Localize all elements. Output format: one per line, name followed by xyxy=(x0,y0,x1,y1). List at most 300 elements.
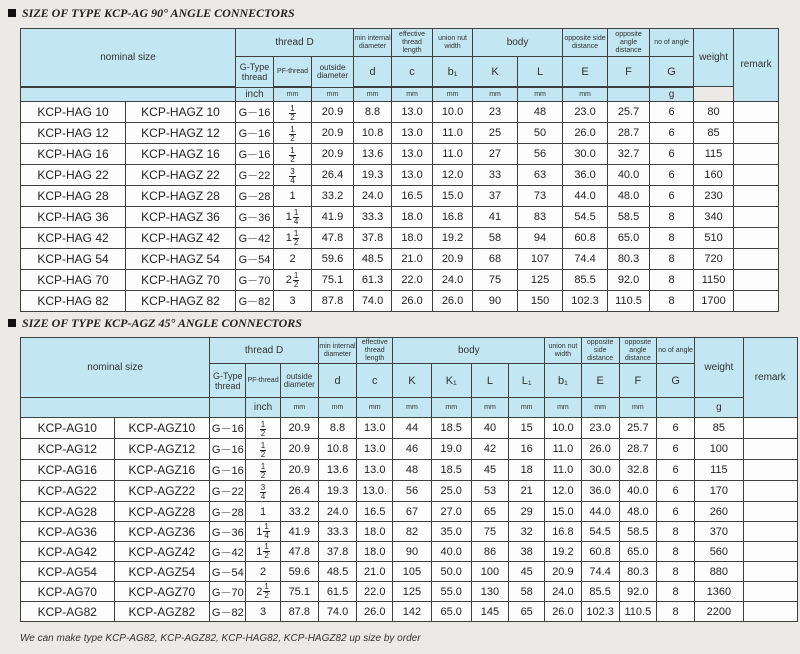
thread-length-cell: 13.0 xyxy=(392,102,433,123)
g-thread-cell: G－22 xyxy=(236,165,274,186)
symbol-c: c xyxy=(357,364,393,398)
opposite-side-cell: 85.5 xyxy=(563,270,608,291)
symbol-d: d xyxy=(318,364,356,398)
no-of-angle-header: no of angle xyxy=(656,338,694,364)
body-k1-cell: 55.0 xyxy=(431,582,471,602)
outside-diameter-cell: 59.6 xyxy=(280,562,318,582)
g-type-thread-header: G-Type thread xyxy=(236,57,274,88)
remark-cell xyxy=(734,249,779,270)
mm-unit: mm xyxy=(471,398,508,418)
pf-thread-cell: 1 2 xyxy=(246,460,280,481)
union-nut-width-cell: 24.0 xyxy=(545,582,581,602)
union-nut-width-cell: 10.0 xyxy=(545,418,581,439)
opposite-angle-cell: 48.0 xyxy=(619,502,656,522)
symbol-c: c xyxy=(392,57,433,87)
angle-count-cell: 6 xyxy=(650,102,694,123)
body-l1-cell: 65 xyxy=(509,602,545,622)
body-k1-cell: 27.0 xyxy=(431,502,471,522)
pf-thread-cell: 1 xyxy=(274,186,312,207)
body-l-cell: 56 xyxy=(518,144,563,165)
remark-cell xyxy=(743,418,797,439)
remark-cell xyxy=(743,582,797,602)
opposite-angle-cell: 92.0 xyxy=(608,270,650,291)
min-diameter-cell: 37.8 xyxy=(354,228,392,249)
opposite-angle-cell: 28.7 xyxy=(608,123,650,144)
model-code-z: KCP-AGZ16 xyxy=(114,460,210,481)
model-code: KCP-AG82 xyxy=(21,602,115,622)
model-code: KCP-AG16 xyxy=(21,460,115,481)
remark-cell xyxy=(734,270,779,291)
model-code: KCP-AG42 xyxy=(21,542,115,562)
remark-cell xyxy=(734,165,779,186)
table-row xyxy=(21,602,798,622)
pf-thread-cell: 1 2 xyxy=(246,418,280,439)
weight-cell: 1150 xyxy=(694,270,734,291)
body-k-cell: 25 xyxy=(473,123,518,144)
model-code-z: KCP-AGZ28 xyxy=(114,502,210,522)
union-nut-width-header: union nut width xyxy=(545,338,581,364)
outside-diameter-cell: 20.9 xyxy=(280,418,318,439)
thread-length-cell: 13.0 xyxy=(357,418,393,439)
table-row xyxy=(21,562,798,582)
body-k-cell: 27 xyxy=(473,144,518,165)
body-k-cell: 23 xyxy=(473,102,518,123)
body-l1-cell: 58 xyxy=(509,582,545,602)
g-unit: g xyxy=(650,88,694,102)
thread-length-cell: 21.0 xyxy=(392,249,433,270)
mm-unit: mm xyxy=(393,398,431,418)
model-code-z: KCP-AGZ36 xyxy=(114,522,210,542)
min-diameter-cell: 10.8 xyxy=(318,439,356,460)
min-diameter-cell: 48.5 xyxy=(318,562,356,582)
weight-cell: 340 xyxy=(694,207,734,228)
table-row xyxy=(21,144,779,165)
union-nut-width-cell: 19.2 xyxy=(545,542,581,562)
outside-diameter-cell: 26.4 xyxy=(312,165,354,186)
opposite-side-distance-header: opposite side distance xyxy=(581,338,619,364)
body-k1-cell: 25.0 xyxy=(431,481,471,502)
body-k1-cell: 35.0 xyxy=(431,522,471,542)
body-k1-cell: 65.0 xyxy=(431,602,471,622)
g-thread-cell: G－82 xyxy=(210,602,246,622)
outside-diameter-cell: 75.1 xyxy=(312,270,354,291)
opposite-side-cell: 26.0 xyxy=(581,439,619,460)
body-k-cell: 68 xyxy=(473,249,518,270)
model-code: KCP-HAG 12 xyxy=(21,123,126,144)
remark-cell xyxy=(734,123,779,144)
model-code: KCP-HAG 70 xyxy=(21,270,126,291)
g-type-unit-cell xyxy=(210,398,246,418)
opposite-side-cell: 36.0 xyxy=(563,165,608,186)
angle-count-cell: 8 xyxy=(650,270,694,291)
table-row xyxy=(21,439,798,460)
weight-cell: 2200 xyxy=(695,602,743,622)
g-thread-cell: G－16 xyxy=(236,102,274,123)
outside-diameter-cell: 20.9 xyxy=(280,439,318,460)
pf-thread-cell: 1 1 2 xyxy=(274,228,312,249)
thread-length-cell: 22.0 xyxy=(392,270,433,291)
remark-cell xyxy=(734,228,779,249)
body-k-cell: 82 xyxy=(393,522,431,542)
weight-cell: 115 xyxy=(694,144,734,165)
body-k-cell: 33 xyxy=(473,165,518,186)
weight-cell: 160 xyxy=(694,165,734,186)
body-k-cell: 75 xyxy=(473,270,518,291)
body-l1-cell: 15 xyxy=(509,418,545,439)
min-diameter-cell: 24.0 xyxy=(354,186,392,207)
mm-unit: mm xyxy=(274,88,312,102)
model-code-z: KCP-AGZ10 xyxy=(114,418,210,439)
weight-cell: 100 xyxy=(695,439,743,460)
model-code-z: KCP-HAGZ 42 xyxy=(126,228,236,249)
weight-cell: 370 xyxy=(695,522,743,542)
g-thread-cell: G－42 xyxy=(210,542,246,562)
union-nut-width-cell: 26.0 xyxy=(433,291,473,312)
min-diameter-cell: 48.5 xyxy=(354,249,392,270)
opposite-side-cell: 30.0 xyxy=(563,144,608,165)
table-row xyxy=(21,542,798,562)
g-thread-cell: G－42 xyxy=(236,228,274,249)
angle-count-cell: 8 xyxy=(656,562,694,582)
nominal-size-unit-cell xyxy=(21,88,236,102)
body-k-cell: 41 xyxy=(473,207,518,228)
body-l1-cell: 45 xyxy=(509,562,545,582)
model-code-z: KCP-HAGZ 36 xyxy=(126,207,236,228)
remark-cell xyxy=(743,562,797,582)
union-nut-width-cell: 24.0 xyxy=(433,270,473,291)
model-code: KCP-AG10 xyxy=(21,418,115,439)
outside-diameter-header: outside diameter xyxy=(280,364,318,398)
opposite-angle-cell: 25.7 xyxy=(619,418,656,439)
weight-cell: 85 xyxy=(694,123,734,144)
angle-count-cell: 8 xyxy=(650,291,694,312)
thread-length-cell: 18.0 xyxy=(392,228,433,249)
angle-count-cell: 8 xyxy=(650,228,694,249)
g-thread-cell: G－22 xyxy=(210,481,246,502)
symbol-l: L xyxy=(471,364,508,398)
body-l1-cell: 38 xyxy=(509,542,545,562)
angle-count-cell: 8 xyxy=(656,582,694,602)
thread-length-cell: 21.0 xyxy=(357,562,393,582)
mm-unit: mm xyxy=(563,88,608,102)
min-diameter-cell: 74.0 xyxy=(318,602,356,622)
body-l-cell: 94 xyxy=(518,228,563,249)
model-code-z: KCP-HAGZ 28 xyxy=(126,186,236,207)
min-diameter-cell: 24.0 xyxy=(318,502,356,522)
mm-unit: mm xyxy=(473,88,518,102)
opposite-side-cell: 44.0 xyxy=(581,502,619,522)
table-row xyxy=(21,582,798,602)
pf-thread-cell: 3 xyxy=(274,291,312,312)
symbol-g: G xyxy=(656,364,694,398)
symbol-f: F xyxy=(608,57,650,87)
angle-count-cell: 6 xyxy=(656,481,694,502)
remark-cell xyxy=(734,102,779,123)
table2-title-row xyxy=(8,316,302,331)
opposite-side-cell: 36.0 xyxy=(581,481,619,502)
outside-diameter-cell: 20.9 xyxy=(312,123,354,144)
pf-thread-header: PF-thread xyxy=(246,364,280,398)
opposite-angle-cell: 40.0 xyxy=(619,481,656,502)
table-row xyxy=(21,102,779,123)
opposite-angle-cell: 32.8 xyxy=(619,460,656,481)
opposite-side-cell: 54.5 xyxy=(563,207,608,228)
angle-count-cell: 8 xyxy=(656,542,694,562)
symbol-f: F xyxy=(619,364,656,398)
model-code: KCP-HAG 22 xyxy=(21,165,126,186)
model-code-z: KCP-HAGZ 12 xyxy=(126,123,236,144)
body-l-cell: 42 xyxy=(471,439,508,460)
pf-thread-cell: 1 2 xyxy=(274,102,312,123)
angle-count-cell: 6 xyxy=(656,418,694,439)
angle-count-cell: 8 xyxy=(650,207,694,228)
outside-diameter-cell: 59.6 xyxy=(312,249,354,270)
opposite-side-cell: 60.8 xyxy=(581,542,619,562)
table-row xyxy=(21,228,779,249)
effective-thread-length-header: effective thread length xyxy=(357,338,393,364)
weight-cell: 80 xyxy=(694,102,734,123)
table-row xyxy=(21,207,779,228)
table2-title: SIZE OF TYPE KCP-AGZ 45° ANGLE CONNECTORS xyxy=(22,316,302,330)
min-diameter-cell: 10.8 xyxy=(354,123,392,144)
opposite-side-cell: 74.4 xyxy=(581,562,619,582)
body-l-cell: 107 xyxy=(518,249,563,270)
body-header: body xyxy=(473,29,563,57)
remark-cell xyxy=(743,439,797,460)
remark-cell xyxy=(743,602,797,622)
body-l-cell: 48 xyxy=(518,102,563,123)
model-code-z: KCP-HAGZ 22 xyxy=(126,165,236,186)
opposite-angle-cell: 92.0 xyxy=(619,582,656,602)
table-row xyxy=(21,123,779,144)
min-diameter-cell: 13.6 xyxy=(318,460,356,481)
outside-diameter-cell: 87.8 xyxy=(280,602,318,622)
body-l-cell: 75 xyxy=(471,522,508,542)
g-thread-cell: G－70 xyxy=(236,270,274,291)
thread-length-cell: 18.0 xyxy=(392,207,433,228)
model-code: KCP-HAG 10 xyxy=(21,102,126,123)
remark-header: remark xyxy=(743,338,797,418)
opposite-angle-cell: 48.0 xyxy=(608,186,650,207)
square-bullet-icon xyxy=(8,319,16,327)
body-k-cell: 90 xyxy=(473,291,518,312)
g-thread-cell: G－16 xyxy=(210,439,246,460)
pf-thread-cell: 2 xyxy=(246,562,280,582)
weight-cell: 1360 xyxy=(695,582,743,602)
body-l-cell: 73 xyxy=(518,186,563,207)
remark-cell xyxy=(734,186,779,207)
model-code-z: KCP-HAGZ 16 xyxy=(126,144,236,165)
symbol-e: E xyxy=(581,364,619,398)
angle-count-cell: 6 xyxy=(650,165,694,186)
body-l-cell: 63 xyxy=(518,165,563,186)
union-nut-width-cell: 16.8 xyxy=(545,522,581,542)
min-diameter-cell: 74.0 xyxy=(354,291,392,312)
outside-diameter-cell: 33.2 xyxy=(280,502,318,522)
body-l-cell: 86 xyxy=(471,542,508,562)
weight-cell: 260 xyxy=(695,502,743,522)
mm-unit: mm xyxy=(312,88,354,102)
remark-cell xyxy=(743,481,797,502)
model-code-z: KCP-AGZ22 xyxy=(114,481,210,502)
table-row xyxy=(21,186,779,207)
model-code-z: KCP-HAGZ 54 xyxy=(126,249,236,270)
union-nut-width-cell: 20.9 xyxy=(545,562,581,582)
thread-length-cell: 13.0 xyxy=(392,123,433,144)
g-thread-cell: G－16 xyxy=(236,123,274,144)
mm-unit: mm xyxy=(280,398,318,418)
model-code-z: KCP-AGZ54 xyxy=(114,562,210,582)
body-l-cell: 130 xyxy=(471,582,508,602)
body-k-cell: 56 xyxy=(393,481,431,502)
symbol-l: L xyxy=(518,57,563,87)
body-header: body xyxy=(393,338,545,364)
symbol-e: E xyxy=(563,57,608,87)
symbol-k: K xyxy=(393,364,431,398)
mm-unit: mm xyxy=(518,88,563,102)
remark-cell xyxy=(734,291,779,312)
model-code: KCP-AG22 xyxy=(21,481,115,502)
body-k-cell: 105 xyxy=(393,562,431,582)
body-k1-cell: 50.0 xyxy=(431,562,471,582)
opposite-angle-cell: 65.0 xyxy=(619,542,656,562)
model-code: KCP-HAG 36 xyxy=(21,207,126,228)
remark-cell xyxy=(743,460,797,481)
outside-diameter-cell: 87.8 xyxy=(312,291,354,312)
union-nut-width-cell: 11.0 xyxy=(433,123,473,144)
opposite-side-cell: 30.0 xyxy=(581,460,619,481)
opposite-side-cell: 23.0 xyxy=(563,102,608,123)
g-thread-cell: G－54 xyxy=(236,249,274,270)
angle-count-cell: 6 xyxy=(650,144,694,165)
model-code: KCP-AG36 xyxy=(21,522,115,542)
opposite-side-cell: 102.3 xyxy=(581,602,619,622)
body-l-cell: 145 xyxy=(471,602,508,622)
g-type-thread-header: G-Type thread xyxy=(210,364,246,398)
outside-diameter-cell: 41.9 xyxy=(280,522,318,542)
union-nut-width-cell: 16.8 xyxy=(433,207,473,228)
weight-cell: 85 xyxy=(695,418,743,439)
union-nut-width-cell: 11.0 xyxy=(433,144,473,165)
union-nut-width-cell: 15.0 xyxy=(433,186,473,207)
effective-thread-length-header: effective thread length xyxy=(392,29,433,57)
opposite-angle-cell: 28.7 xyxy=(619,439,656,460)
mm-unit: mm xyxy=(509,398,545,418)
union-nut-width-cell: 10.0 xyxy=(433,102,473,123)
model-code: KCP-AG28 xyxy=(21,502,115,522)
opposite-side-cell: 54.5 xyxy=(581,522,619,542)
body-k-cell: 67 xyxy=(393,502,431,522)
thread-length-cell: 13.0 xyxy=(357,460,393,481)
opposite-side-cell: 23.0 xyxy=(581,418,619,439)
body-l-cell: 65 xyxy=(471,502,508,522)
weight-cell: 1700 xyxy=(694,291,734,312)
mm-unit: mm xyxy=(433,88,473,102)
mm-unit: mm xyxy=(619,398,656,418)
thread-length-cell: 16.5 xyxy=(392,186,433,207)
model-code-z: KCP-AGZ82 xyxy=(114,602,210,622)
mm-unit: mm xyxy=(431,398,471,418)
remark-cell xyxy=(734,144,779,165)
table-row xyxy=(21,270,779,291)
g-unit: g xyxy=(695,398,743,418)
outside-diameter-cell: 33.2 xyxy=(312,186,354,207)
spec-table-45 xyxy=(20,337,798,622)
weight-cell: 880 xyxy=(695,562,743,582)
mm-unit: mm xyxy=(581,398,619,418)
opposite-angle-cell: 110.5 xyxy=(619,602,656,622)
thread-length-cell: 26.0 xyxy=(357,602,393,622)
body-k1-cell: 18.5 xyxy=(431,460,471,481)
angle-count-cell: 6 xyxy=(656,460,694,481)
thread-d-header: thread D xyxy=(236,29,354,57)
angle-count-cell: 8 xyxy=(656,602,694,622)
opposite-angle-cell: 58.5 xyxy=(619,522,656,542)
nominal-size-header: nominal size xyxy=(21,29,236,87)
body-l-cell: 53 xyxy=(471,481,508,502)
model-code: KCP-HAG 54 xyxy=(21,249,126,270)
pf-thread-cell: 1 1 2 xyxy=(246,542,280,562)
body-k-cell: 44 xyxy=(393,418,431,439)
table-row xyxy=(21,460,798,481)
opposite-side-cell: 44.0 xyxy=(563,186,608,207)
weight-header: weight xyxy=(695,338,743,398)
remark-cell xyxy=(743,502,797,522)
weight-cell: 560 xyxy=(695,542,743,562)
weight-cell: 720 xyxy=(694,249,734,270)
thread-length-cell: 26.0 xyxy=(392,291,433,312)
weight-cell: 170 xyxy=(695,481,743,502)
union-nut-width-cell: 11.0 xyxy=(545,439,581,460)
thread-length-cell: 13.0. xyxy=(357,481,393,502)
min-diameter-cell: 19.3 xyxy=(318,481,356,502)
opposite-side-cell: 26.0 xyxy=(563,123,608,144)
opposite-side-cell: 85.5 xyxy=(581,582,619,602)
pf-thread-cell: 3 4 xyxy=(246,481,280,502)
body-l-cell: 150 xyxy=(518,291,563,312)
pf-thread-cell: 3 4 xyxy=(274,165,312,186)
model-code: KCP-AG70 xyxy=(21,582,115,602)
opposite-angle-cell: 65.0 xyxy=(608,228,650,249)
model-code-z: KCP-HAGZ 70 xyxy=(126,270,236,291)
union-nut-width-cell: 12.0 xyxy=(545,481,581,502)
table-row xyxy=(21,522,798,542)
body-k1-cell: 40.0 xyxy=(431,542,471,562)
table-row xyxy=(21,481,798,502)
symbol-k1: K₁ xyxy=(431,364,471,398)
opposite-angle-cell: 32.7 xyxy=(608,144,650,165)
weight-cell: 510 xyxy=(694,228,734,249)
model-code: KCP-AG54 xyxy=(21,562,115,582)
weight-cell: 230 xyxy=(694,186,734,207)
model-code: KCP-HAG 16 xyxy=(21,144,126,165)
thread-length-cell: 13.0 xyxy=(392,144,433,165)
g-thread-cell: G－36 xyxy=(210,522,246,542)
nominal-size-unit-cell xyxy=(21,398,210,418)
pf-thread-cell: 1 2 xyxy=(274,144,312,165)
model-code: KCP-HAG 82 xyxy=(21,291,126,312)
outside-diameter-cell: 26.4 xyxy=(280,481,318,502)
table-row xyxy=(21,249,779,270)
union-nut-width-cell: 15.0 xyxy=(545,502,581,522)
union-nut-width-cell: 19.2 xyxy=(433,228,473,249)
mm-unit: mm xyxy=(545,398,581,418)
model-code-z: KCP-HAGZ 10 xyxy=(126,102,236,123)
body-l1-cell: 21 xyxy=(509,481,545,502)
model-code-z: KCP-HAGZ 82 xyxy=(126,291,236,312)
opposite-angle-cell: 58.5 xyxy=(608,207,650,228)
pf-thread-cell: 2 xyxy=(274,249,312,270)
